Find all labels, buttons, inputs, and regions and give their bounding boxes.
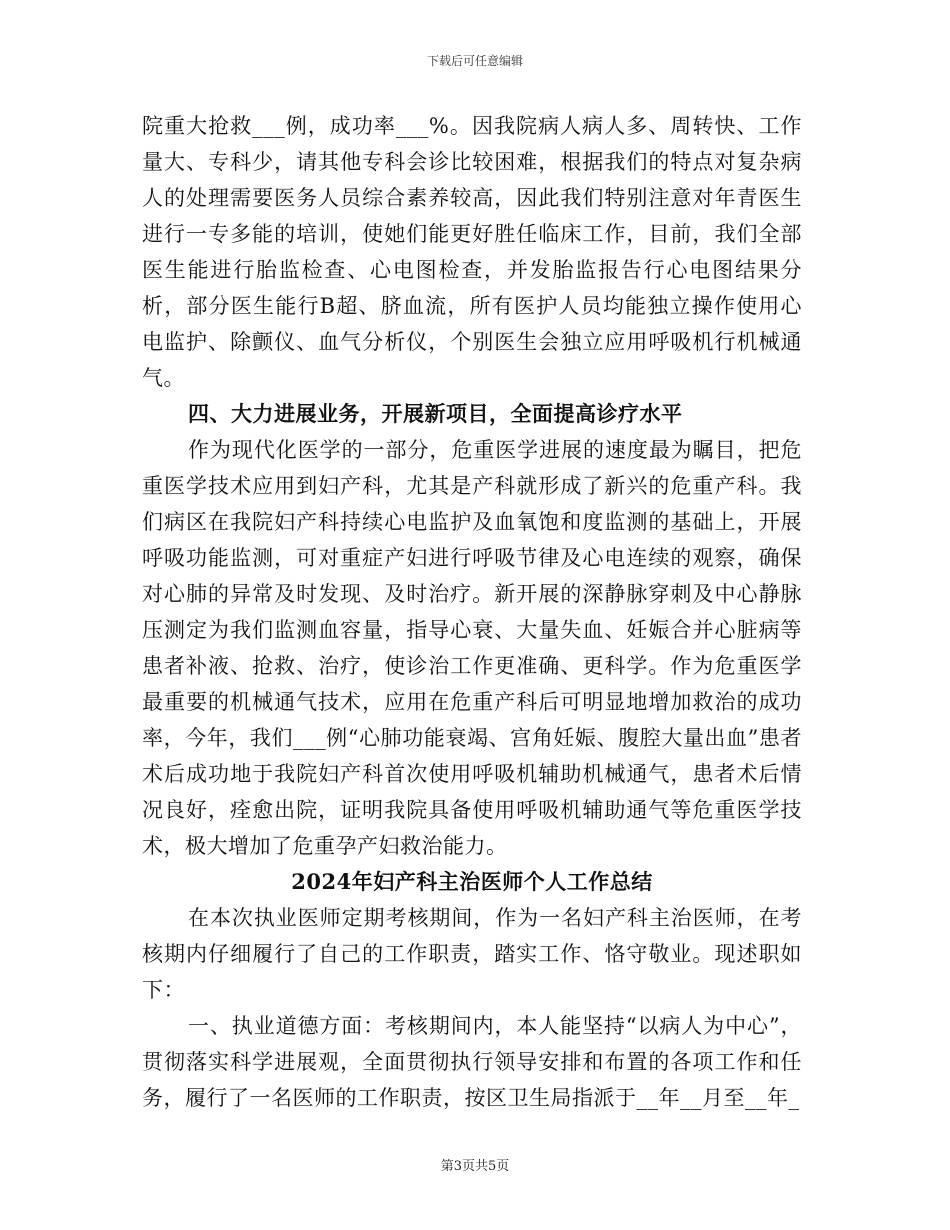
page-number: 第3页共5页 [440, 1159, 510, 1174]
paragraph-critical-care: 作为现代化医学的一部分，危重医学进展的速度最为瞩目，把危重医学技术应用到妇产科，尤其是产科就形成了新兴的危重产科。我们病区在我院妇产科持续心电监护及血氧饱和度监测的基础上，开展呼吸功能监测，可对重症产妇进行呼吸节律及心电连续的观察，确保对心肺的异常及时发现、及时治疗。新开展的深静脉穿刺及中心静脉压测定为我们监测血容量，指导心衰、大量失血、妊娠合并心脏病等患者补液、抢救、治疗，使诊治工作更准确、更科学。作为危重医学最重要的机械通气技术，应用在危重产科后可明显地增加救治的成功率，今年，我们___例“心肺功能衰竭、宫角妊娠、腹腔大量出血”患者术后成功地于我院妇产科首次使用呼吸机辅助机械通气，患者术后情况良好，痊愈出院，证明我院具备使用呼吸机辅助通气等危重医学技术，极大增加了危重孕产妇救治能力。 [142, 438, 802, 858]
paragraph-ethics: 一、执业道德方面：考核期间内，本人能坚持“以病人为中心”，贯彻落实科学进展观，全面贯彻执行领导安排和布置的各项工作和任务，履行了一名医师的工作职责，按区卫生局指派于__年__月至__年_ [142, 1014, 802, 1110]
paragraph-continuation: 院重大抢救___例，成功率___%。因我院病人病人多、周转快、工作量大、专科少，请其他专科会诊比较困难，根据我们的特点对复杂病人的处理需要医务人员综合素养较高，因此我们特别注意对年青医生进行一专多能的培训，使她们能更好胜任临床工作，目前，我们全部医生能进行胎监检查、心电图检查，并发胎监报告行心电图结果分析，部分医生能行B超、脐血流，所有医护人员均能独立操作使用心电监护、除颤仪、血气分析仪，个别医生会独立应用呼吸机行机械通气。 [142, 114, 802, 390]
page-header-note: 下载后可任意编辑 [426, 54, 523, 68]
document-title: 2024年妇产科主治医师个人工作总结 [291, 869, 653, 894]
document-body [142, 108, 802, 1116]
paragraph-intro: 在本次执业医师定期考核期间，作为一名妇产科主治医师，在考核期内仔细履行了自己的工作职责，踏实工作、恪守敬业。现述职如下： [142, 906, 802, 1002]
section-heading-4: 四、大力进展业务，开展新项目，全面提高诊疗水平 [188, 401, 683, 426]
